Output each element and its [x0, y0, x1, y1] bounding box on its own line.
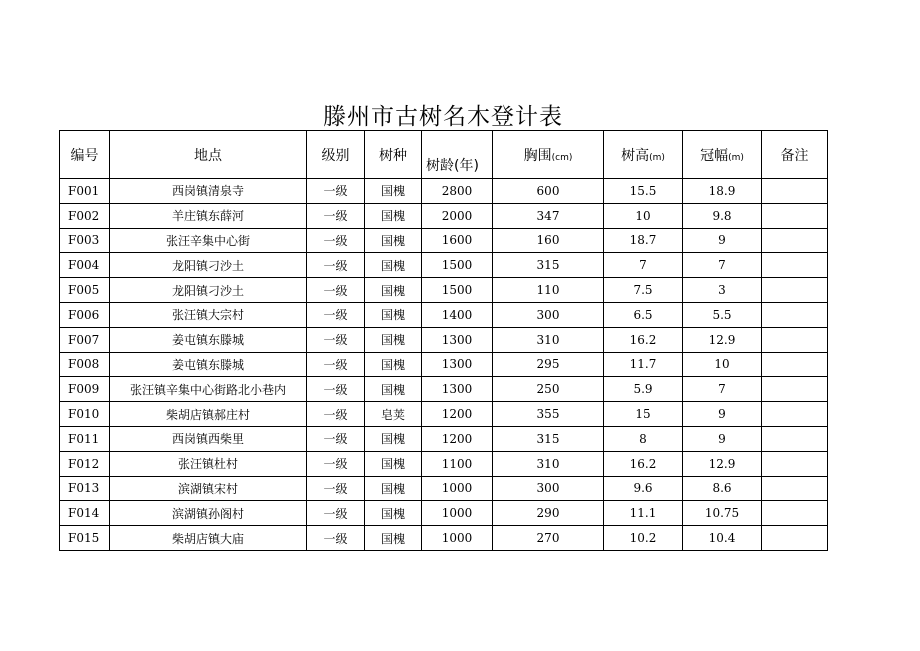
cell-grade: 一级 [307, 352, 365, 377]
cell-age: 1600 [422, 228, 493, 253]
cell-code: F013 [60, 476, 110, 501]
cell-species: 国槐 [365, 476, 422, 501]
cell-code: F012 [60, 451, 110, 476]
cell-height: 6.5 [604, 302, 683, 327]
cell-species: 国槐 [365, 203, 422, 228]
cell-age: 1300 [422, 327, 493, 352]
table-row [60, 327, 828, 352]
tree-register-table [59, 130, 828, 551]
cell-height: 5.9 [604, 377, 683, 402]
table-row [60, 179, 828, 204]
cell-height: 10.2 [604, 526, 683, 551]
cell-crown: 9 [683, 228, 762, 253]
cell-species: 国槐 [365, 501, 422, 526]
cell-species: 国槐 [365, 426, 422, 451]
header-girth [493, 131, 604, 179]
cell-code: F007 [60, 327, 110, 352]
cell-crown: 18.9 [683, 179, 762, 204]
cell-location: 西岗镇清泉寺 [110, 179, 307, 204]
cell-crown: 8.6 [683, 476, 762, 501]
cell-code: F008 [60, 352, 110, 377]
cell-girth: 600 [493, 179, 604, 204]
cell-location: 张汪镇辛集中心街路北小巷内 [110, 377, 307, 402]
cell-remarks [762, 327, 828, 352]
cell-location: 羊庄镇东薛河 [110, 203, 307, 228]
cell-crown: 9 [683, 426, 762, 451]
cell-crown: 12.9 [683, 451, 762, 476]
cell-code: F003 [60, 228, 110, 253]
cell-grade: 一级 [307, 253, 365, 278]
header-remarks: 备注 [762, 131, 828, 179]
cell-remarks [762, 352, 828, 377]
cell-location: 柴胡店镇大庙 [110, 526, 307, 551]
cell-species: 国槐 [365, 278, 422, 303]
cell-species: 国槐 [365, 377, 422, 402]
cell-girth: 300 [493, 302, 604, 327]
cell-location: 滨湖镇孙阁村 [110, 501, 307, 526]
cell-height: 10 [604, 203, 683, 228]
cell-crown: 12.9 [683, 327, 762, 352]
cell-age: 1200 [422, 402, 493, 427]
header-height-unit: (m) [649, 152, 665, 163]
cell-location: 柴胡店镇郝庄村 [110, 402, 307, 427]
cell-species: 国槐 [365, 302, 422, 327]
cell-age: 1000 [422, 476, 493, 501]
header-grade: 级别 [307, 131, 365, 179]
table-row [60, 253, 828, 278]
cell-girth: 355 [493, 402, 604, 427]
cell-crown: 10 [683, 352, 762, 377]
cell-grade: 一级 [307, 203, 365, 228]
cell-location: 姜屯镇东滕城 [110, 352, 307, 377]
cell-age: 1300 [422, 377, 493, 402]
cell-age: 1400 [422, 302, 493, 327]
cell-crown: 10.4 [683, 526, 762, 551]
cell-age: 2000 [422, 203, 493, 228]
header-girth-unit: (cm) [551, 152, 573, 163]
cell-grade: 一级 [307, 327, 365, 352]
cell-species: 国槐 [365, 179, 422, 204]
cell-age: 1300 [422, 352, 493, 377]
cell-species: 国槐 [365, 526, 422, 551]
cell-girth: 270 [493, 526, 604, 551]
cell-girth: 295 [493, 352, 604, 377]
cell-height: 8 [604, 426, 683, 451]
cell-grade: 一级 [307, 476, 365, 501]
cell-remarks [762, 476, 828, 501]
cell-code: F002 [60, 203, 110, 228]
cell-age: 1000 [422, 501, 493, 526]
cell-location: 张汪镇大宗村 [110, 302, 307, 327]
cell-remarks [762, 253, 828, 278]
table-row [60, 402, 828, 427]
cell-code: F010 [60, 402, 110, 427]
cell-age: 1500 [422, 253, 493, 278]
cell-code: F001 [60, 179, 110, 204]
table-row [60, 228, 828, 253]
cell-remarks [762, 501, 828, 526]
table-row [60, 302, 828, 327]
cell-species: 国槐 [365, 327, 422, 352]
cell-location: 张汪辛集中心街 [110, 228, 307, 253]
cell-girth: 250 [493, 377, 604, 402]
cell-girth: 310 [493, 327, 604, 352]
cell-age: 1000 [422, 526, 493, 551]
cell-height: 16.2 [604, 451, 683, 476]
cell-remarks [762, 203, 828, 228]
header-crown [683, 131, 762, 179]
cell-grade: 一级 [307, 179, 365, 204]
cell-species: 皂荚 [365, 402, 422, 427]
cell-remarks [762, 402, 828, 427]
cell-crown: 5.5 [683, 302, 762, 327]
cell-height: 15 [604, 402, 683, 427]
cell-age: 1200 [422, 426, 493, 451]
cell-species: 国槐 [365, 352, 422, 377]
cell-location: 龙阳镇刁沙土 [110, 253, 307, 278]
cell-crown: 3 [683, 278, 762, 303]
cell-height: 7 [604, 253, 683, 278]
cell-grade: 一级 [307, 451, 365, 476]
cell-height: 18.7 [604, 228, 683, 253]
cell-grade: 一级 [307, 402, 365, 427]
cell-girth: 300 [493, 476, 604, 501]
cell-remarks [762, 179, 828, 204]
header-species: 树种 [365, 131, 422, 179]
cell-girth: 110 [493, 278, 604, 303]
header-age: 树龄(年) [422, 131, 493, 179]
cell-location: 姜屯镇东滕城 [110, 327, 307, 352]
cell-remarks [762, 377, 828, 402]
cell-crown: 7 [683, 377, 762, 402]
table-row [60, 451, 828, 476]
header-code: 编号 [60, 131, 110, 179]
cell-code: F004 [60, 253, 110, 278]
cell-species: 国槐 [365, 228, 422, 253]
table-row [60, 352, 828, 377]
cell-crown: 9 [683, 402, 762, 427]
cell-height: 9.6 [604, 476, 683, 501]
cell-remarks [762, 302, 828, 327]
cell-age: 1500 [422, 278, 493, 303]
cell-crown: 7 [683, 253, 762, 278]
table-row [60, 203, 828, 228]
cell-age: 1100 [422, 451, 493, 476]
cell-species: 国槐 [365, 253, 422, 278]
cell-grade: 一级 [307, 302, 365, 327]
cell-code: F006 [60, 302, 110, 327]
cell-height: 15.5 [604, 179, 683, 204]
table-row [60, 476, 828, 501]
table-row [60, 526, 828, 551]
cell-girth: 315 [493, 253, 604, 278]
table-row [60, 278, 828, 303]
cell-height: 7.5 [604, 278, 683, 303]
cell-height: 16.2 [604, 327, 683, 352]
cell-location: 滨湖镇宋村 [110, 476, 307, 501]
cell-remarks [762, 228, 828, 253]
table-row [60, 377, 828, 402]
cell-remarks [762, 426, 828, 451]
cell-grade: 一级 [307, 526, 365, 551]
cell-remarks [762, 451, 828, 476]
cell-species: 国槐 [365, 451, 422, 476]
cell-height: 11.7 [604, 352, 683, 377]
cell-girth: 160 [493, 228, 604, 253]
cell-girth: 310 [493, 451, 604, 476]
cell-grade: 一级 [307, 377, 365, 402]
table-header-row [60, 131, 828, 179]
cell-grade: 一级 [307, 228, 365, 253]
header-crown-unit: (m) [728, 152, 744, 163]
header-height-label: 树高 [621, 147, 650, 164]
page-title: 滕州市古树名木登计表 [323, 104, 563, 130]
cell-remarks [762, 278, 828, 303]
cell-girth: 315 [493, 426, 604, 451]
cell-location: 张汪镇杜村 [110, 451, 307, 476]
cell-code: F005 [60, 278, 110, 303]
cell-code: F014 [60, 501, 110, 526]
header-height [604, 131, 683, 179]
cell-crown: 9.8 [683, 203, 762, 228]
header-location: 地点 [110, 131, 307, 179]
cell-location: 龙阳镇刁沙土 [110, 278, 307, 303]
cell-age: 2800 [422, 179, 493, 204]
header-crown-label: 冠幅 [700, 147, 729, 164]
cell-girth: 290 [493, 501, 604, 526]
cell-remarks [762, 526, 828, 551]
cell-grade: 一级 [307, 501, 365, 526]
cell-girth: 347 [493, 203, 604, 228]
table-row [60, 426, 828, 451]
table-body [60, 179, 828, 551]
cell-grade: 一级 [307, 278, 365, 303]
cell-code: F015 [60, 526, 110, 551]
cell-height: 11.1 [604, 501, 683, 526]
header-girth-label: 胸围 [523, 147, 552, 164]
cell-grade: 一级 [307, 426, 365, 451]
table-row [60, 501, 828, 526]
cell-code: F011 [60, 426, 110, 451]
cell-code: F009 [60, 377, 110, 402]
cell-crown: 10.75 [683, 501, 762, 526]
cell-location: 西岗镇西柴里 [110, 426, 307, 451]
